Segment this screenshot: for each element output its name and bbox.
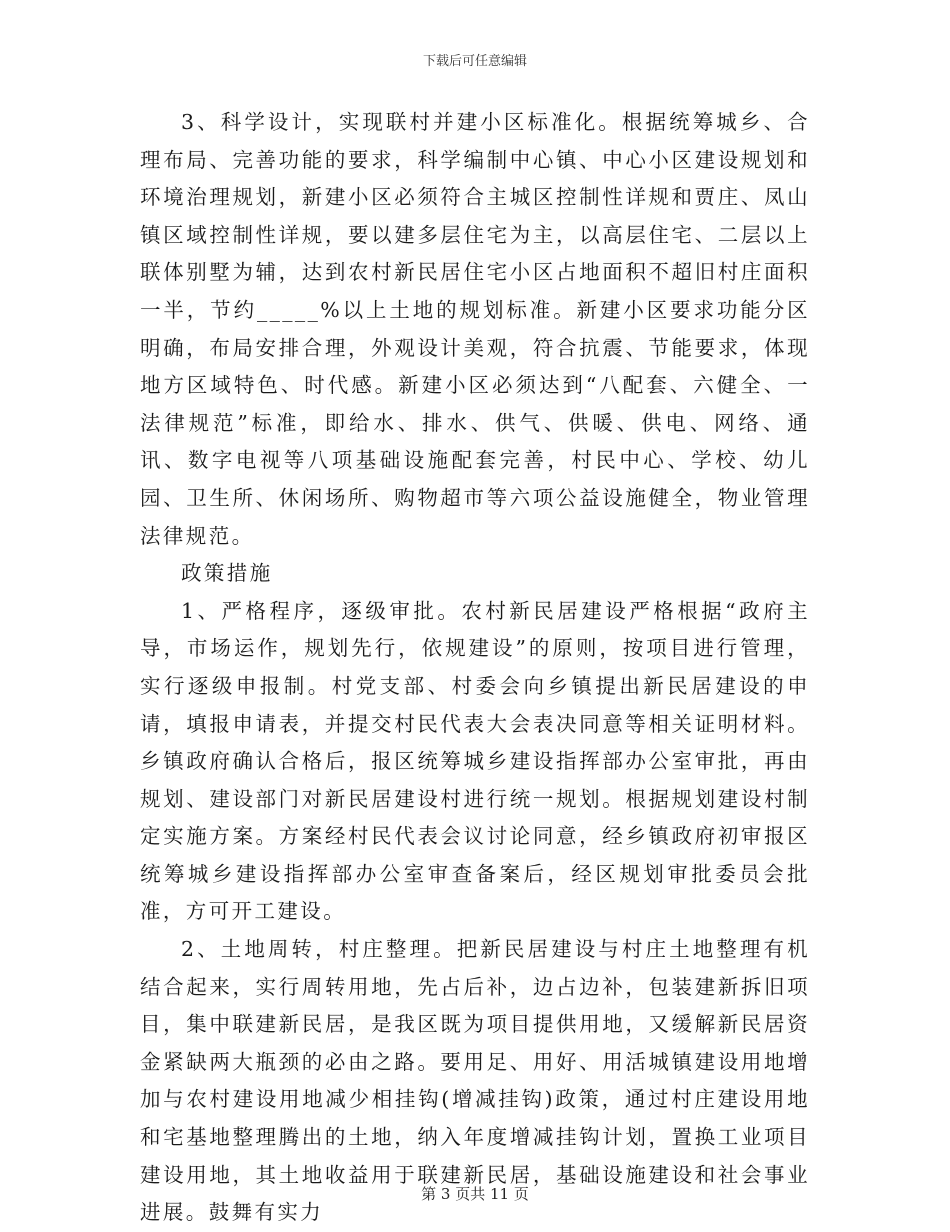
page-header: 下载后可任意编辑 bbox=[422, 54, 527, 69]
page-number: 第 3 页共 11 页 bbox=[421, 1185, 529, 1203]
paragraph-land-turnover: 2、土地周转，村庄整理。把新民居建设与村庄土地整理有机结合起来，实行周转用地，先占后补，边占边补，包装建新拆旧项目，集中联建新民居，是我区既为项目提供用地，又缓解新民居资金紧缺两大瓶颈的必由之路。要用足、用好、用活城镇建设用地增加与农村建设用地减少相挂钩(增减挂钩)政策，通过村庄建设用地和宅基地整理腾出的土地，纳入年度增减挂钩计划，置换工业项目建设用地，其土地收益用于联建新民居，基础设施建设和社会事业进展。鼓舞有实力 bbox=[140, 937, 810, 1225]
document-body bbox=[140, 104, 810, 1232]
paragraph-strict-procedure: 1、严格程序，逐级审批。农村新民居建设严格根据“政府主导，市场运作，规划先行，依规建设”的原则，按项目进行管理，实行逐级申报制。村党支部、村委会向乡镇提出新民居建设的申请，填报申请表，并提交村民代表大会表决同意等相关证明材料。乡镇政府确认合格后，报区统筹城乡建设指挥部办公室审批，再由规划、建设部门对新民居建设村进行统一规划。根据规划建设村制定实施方案。方案经村民代表会议讨论同意，经乡镇政府初审报区统筹城乡建设指挥部办公室审查备案后，经区规划审批委员会批准，方可开工建设。 bbox=[140, 598, 810, 924]
section-heading-policy: 政策措施 bbox=[181, 561, 273, 586]
paragraph-science-design: 3、科学设计，实现联村并建小区标准化。根据统筹城乡、合理布局、完善功能的要求，科学编制中心镇、中心小区建设规划和环境治理规划，新建小区必须符合主城区控制性详规和贾庄、凤山镇区域控制性详规，要以建多层住宅为主，以高层住宅、二层以上联体别墅为辅，达到农村新民居住宅小区占地面积不超旧村庄面积一半，节约_____%以上土地的规划标准。新建小区要求功能分区明确，布局安排合理，外观设计美观，符合抗震、节能要求，体现地方区域特色、时代感。新建小区必须达到“八配套、六健全、一法律规范”标准，即给水、排水、供气、供暖、供电、网络、通讯、数字电视等八项基础设施配套完善，村民中心、学校、幼儿园、卫生所、休闲场所、购物超市等六项公益设施健全，物业管理法律规范。 bbox=[140, 110, 810, 548]
